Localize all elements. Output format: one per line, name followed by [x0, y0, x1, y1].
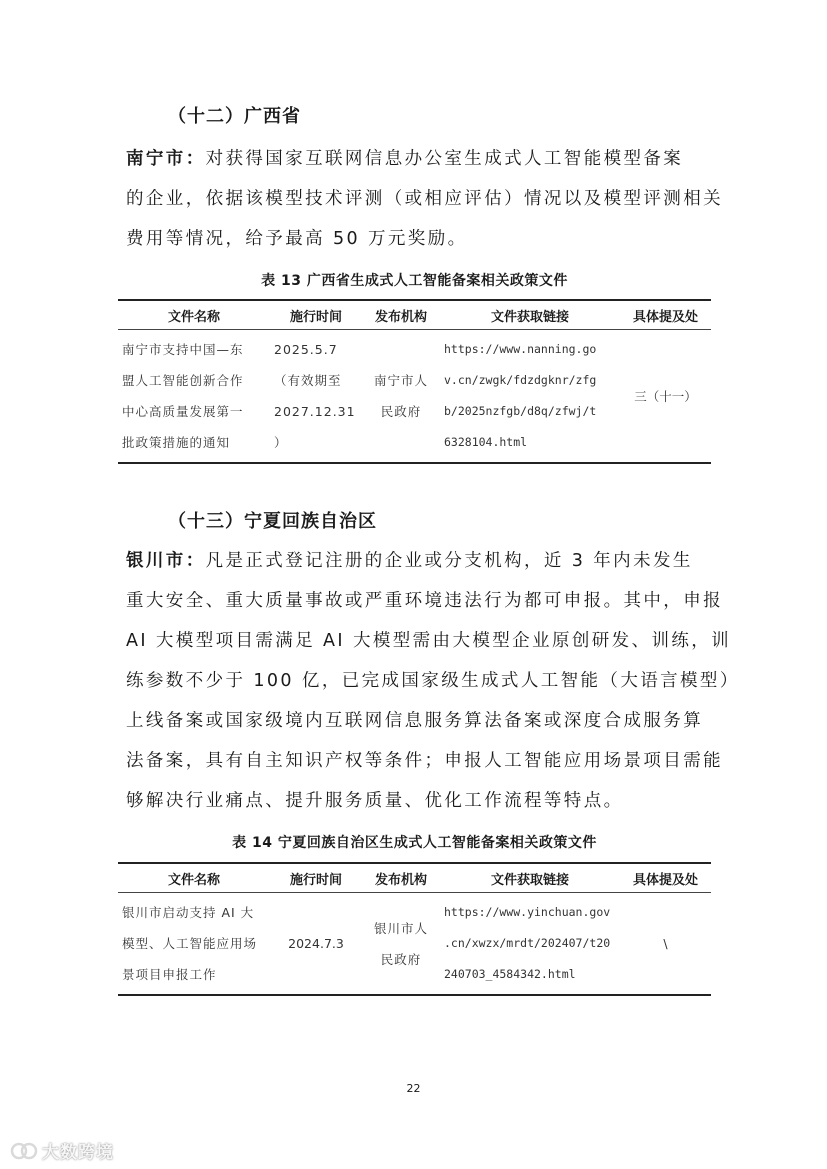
cell-issuer: 银川市人 民政府: [362, 893, 440, 996]
cell-section: 三（十一）: [620, 330, 711, 464]
section-13-paragraph: [126, 541, 740, 821]
header-effective-date: 施行时间: [270, 863, 362, 893]
section-13-line-5: 上线备案或国家级境内互联网信息服务算法备案或深度合成服务算: [126, 711, 704, 731]
section-13-line-2: 重大安全、重大质量事故或严重环境违法行为都可申报。其中，申报: [126, 591, 723, 611]
section-13-lead: 银川市：: [126, 551, 206, 571]
section-12-paragraph: [126, 139, 723, 259]
page-number: 22: [406, 1082, 421, 1095]
section-12-line-2: 的企业，依据该模型技术评测（或相应评估）情况以及模型评测相关: [126, 189, 723, 209]
table-header-row: [118, 863, 711, 893]
cell-section: \: [620, 893, 711, 996]
header-effective-date: 施行时间: [270, 300, 362, 330]
cell-file-name: 南宁市支持中国—东 盟人工智能创新合作 中心高质量发展第一 批政策措施的通知: [118, 330, 270, 464]
section-13-line-1: 银川市：凡是正式登记注册的企业或分支机构，近 3 年内未发生: [126, 551, 693, 571]
section-12-line-3: 费用等情况，给予最高 50 万元奖励。: [126, 229, 468, 249]
table-row: [118, 330, 711, 464]
header-issuer: 发布机构: [362, 863, 440, 893]
table-header-row: [118, 300, 711, 330]
section-13-heading: （十三）宁夏回族自治区: [168, 511, 377, 532]
watermark-text: 大数跨境: [42, 1143, 114, 1163]
table-row: [118, 893, 711, 996]
cell-file-name: 银川市启动支持 AI 大 模型、人工智能应用场 景项目申报工作: [118, 893, 270, 996]
section-13-line-3: AI 大模型项目需满足 AI 大模型需由大模型企业原创研发、训练，训: [126, 631, 732, 651]
header-link: 文件获取链接: [440, 300, 620, 330]
cell-effective-date: 2024.7.3: [270, 893, 362, 996]
watermark-logo-icon: [10, 1140, 38, 1162]
cell-effective-date: 2025.5.7 （有效期至 2027.12.31 ）: [270, 330, 362, 464]
cell-issuer: 南宁市人 民政府: [362, 330, 440, 464]
header-file-name: 文件名称: [118, 863, 270, 893]
table-13: [118, 299, 711, 464]
section-13-line-4: 练参数不少于 100 亿，已完成国家级生成式人工智能（大语言模型）: [126, 671, 740, 691]
header-link: 文件获取链接: [440, 863, 620, 893]
cell-link[interactable]: https://www.yinchuan.gov .cn/xwzx/mrdt/202407/t20 240703_4584342.html: [440, 893, 620, 996]
table-14-caption: 表 14 宁夏回族自治区生成式人工智能备案相关政策文件: [232, 835, 597, 851]
cell-link[interactable]: https://www.nanning.go v.cn/zwgk/fdzdgknr/zfg b/2025nzfgb/d8q/zfwj/t 6328104.html: [440, 330, 620, 464]
header-section: 具体提及处: [620, 300, 711, 330]
table-14: [118, 862, 711, 996]
table-13-caption: 表 13 广西省生成式人工智能备案相关政策文件: [261, 273, 568, 289]
section-13-line-6: 法备案，具有自主知识产权等条件；申报人工智能应用场景项目需能: [126, 751, 723, 771]
header-file-name: 文件名称: [118, 300, 270, 330]
header-issuer: 发布机构: [362, 300, 440, 330]
section-12-lead: 南宁市：: [126, 149, 206, 169]
section-12-heading: （十二）广西省: [168, 106, 301, 127]
section-13-line-7: 够解决行业痛点、提升服务质量、优化工作流程等特点。: [126, 791, 624, 811]
watermark: [10, 1138, 114, 1163]
section-12-line-1: 南宁市：对获得国家互联网信息办公室生成式人工智能模型备案: [126, 149, 684, 169]
header-section: 具体提及处: [620, 863, 711, 893]
